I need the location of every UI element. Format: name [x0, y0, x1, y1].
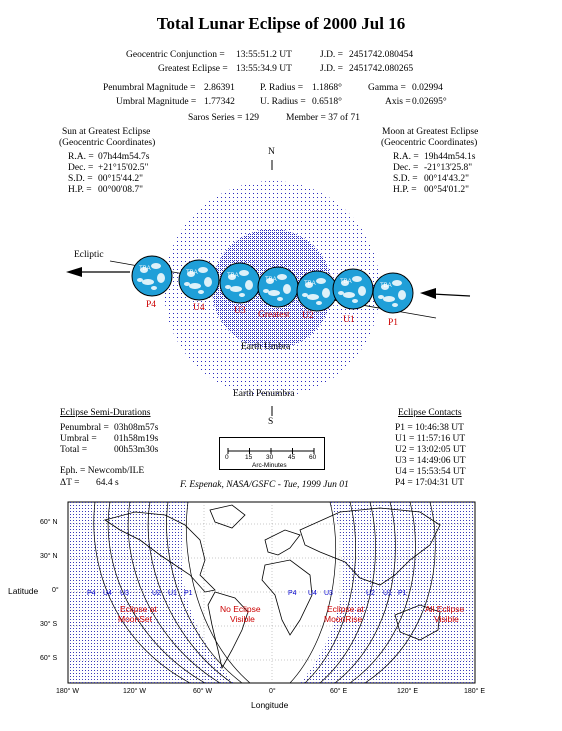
north-label: N — [268, 147, 275, 157]
map-xlabel: Longitude — [251, 700, 289, 710]
lat-tick-0: 0° — [52, 587, 59, 594]
moon-label-greatest: TBA — [265, 277, 277, 283]
region-all-line1: All Eclipse — [425, 604, 465, 614]
map-right-u2: U2 — [366, 590, 375, 597]
greatest-label: Greatest Eclipse = — [158, 64, 228, 74]
conjunction-label: Geocentric Conjunction = — [126, 50, 225, 60]
lon-tick-120e: 120° E — [397, 688, 419, 695]
moon-ra-label: R.A. = — [393, 152, 419, 162]
moon-dec: -21°13'25.8" — [424, 163, 473, 173]
map-right-u3: U3 — [324, 590, 333, 597]
region-moonrise-line2: MoonRise — [324, 614, 363, 624]
map-right-p4: P4 — [288, 590, 297, 597]
penumbra-label: Earth Penumbra — [233, 389, 295, 399]
contact-label-u3: U3 — [234, 306, 246, 316]
umbral-duration-label: Umbral = — [60, 434, 97, 444]
lon-tick-180w: 180° W — [56, 688, 80, 695]
moon-hp: 00°54'01.2" — [424, 185, 470, 195]
sun-dec: +21°15'02.5" — [98, 163, 149, 173]
map-right-u4: U4 — [308, 590, 317, 597]
total-duration: 00h53m30s — [114, 445, 159, 455]
sun-title: Sun at Greatest Eclipse — [62, 127, 151, 137]
contact-row-u2: U2 = 13:02:05 UT — [395, 445, 466, 455]
south-label: S — [268, 417, 274, 427]
umbral-magnitude-label: Umbral Magnitude = — [116, 97, 197, 107]
sun-subtitle: (Geocentric Coordinates) — [59, 138, 156, 148]
conjunction-jd-label: J.D. = — [320, 50, 344, 60]
axis: 0.02695° — [412, 97, 447, 107]
axis-label: Axis = — [385, 97, 411, 107]
map-left-u1: U1 — [168, 590, 177, 597]
durations-title: Eclipse Semi-Durations — [60, 408, 151, 418]
lat-tick-30n: 30° N — [40, 553, 58, 560]
region-all-line2: Visible — [434, 614, 459, 624]
gamma-label: Gamma = — [368, 83, 406, 93]
scale-tick-45: 45 — [288, 454, 296, 461]
gamma: 0.02994 — [412, 83, 443, 93]
moon-subtitle: (Geocentric Coordinates) — [381, 138, 478, 148]
moon-sd-label: S.D. = — [393, 174, 418, 184]
map-left-u3: U3 — [120, 590, 129, 597]
lon-tick-60e: 60° E — [330, 688, 348, 695]
region-none-line1: No Eclipse — [220, 604, 261, 614]
region-moonset-line1: Eclipse at — [120, 604, 157, 614]
moon-label-u4: TBA — [186, 270, 198, 276]
penumbral-magnitude-label: Penumbral Magnitude = — [103, 83, 196, 93]
ephemeris: Eph. = Newcomb/ILE — [60, 466, 145, 476]
penumbral-magnitude: 2.86391 — [204, 83, 235, 93]
region-moonrise-line1: Eclipse at — [327, 604, 364, 614]
map-right-p1: P1 — [398, 590, 407, 597]
umbral-duration: 01h58m19s — [114, 434, 159, 444]
lat-tick-30s: 30° S — [40, 621, 58, 628]
map-left-u4: U4 — [103, 590, 112, 597]
lon-tick-0: 0° — [269, 688, 276, 695]
p-radius: 1.1868° — [312, 83, 342, 93]
greatest-time: 13:55:34.9 UT — [236, 64, 292, 74]
moon-ra: 19h44m54.1s — [424, 152, 476, 162]
moon-sd: 00°14'43.2" — [424, 174, 470, 184]
sun-hp: 00°00'08.7" — [98, 185, 144, 195]
region-moonset-line2: MoonSet — [118, 614, 153, 624]
p-radius-label: P. Radius = — [260, 83, 304, 93]
map-left-p4: P4 — [87, 590, 96, 597]
penumbral-duration-label: Penumbral = — [60, 423, 109, 433]
penumbral-duration: 03h08m57s — [114, 423, 159, 433]
moon-title: Moon at Greatest Eclipse — [382, 127, 479, 137]
scale-tick-60: 60 — [309, 454, 317, 461]
conjunction-jd: 2451742.080454 — [349, 50, 414, 60]
sun-sd-label: S.D. = — [68, 174, 93, 184]
contact-row-p4: P4 = 17:04:31 UT — [395, 478, 464, 488]
umbral-magnitude: 1.77342 — [204, 97, 235, 107]
contact-label-p1: P1 — [388, 318, 399, 328]
contact-label-p4: P4 — [146, 300, 157, 310]
sun-dec-label: Dec. = — [68, 163, 94, 173]
lon-tick-60w: 60° W — [193, 688, 213, 695]
contacts-title: Eclipse Contacts — [398, 408, 462, 418]
contact-label-greatest: Greatest — [258, 310, 290, 320]
conjunction-time: 13:55:51.2 UT — [236, 50, 292, 60]
lon-tick-120w: 120° W — [123, 688, 147, 695]
contact-row-u1: U1 = 11:57:16 UT — [395, 434, 466, 444]
saros-member: Member = 37 of 71 — [286, 113, 360, 123]
moon-label-p4: TBA — [139, 266, 151, 272]
lat-tick-60s: 60° S — [40, 655, 58, 662]
lon-tick-180e: 180° E — [464, 688, 486, 695]
contact-label-u2: U2 — [302, 311, 314, 321]
sun-ra-label: R.A. = — [68, 152, 94, 162]
moon-label-u1: TBA — [340, 279, 352, 285]
lat-tick-60n: 60° N — [40, 519, 58, 526]
saros-series: Saros Series = 129 — [188, 113, 260, 123]
ecliptic-label: Ecliptic — [74, 250, 104, 260]
map-left-p1: P1 — [184, 590, 193, 597]
sun-ra: 07h44m54.7s — [98, 152, 150, 162]
contact-label-u4: U4 — [193, 303, 205, 313]
greatest-jd-label: J.D. = — [320, 64, 344, 74]
map-right-u1: U1 — [383, 590, 392, 597]
contact-row-p1: P1 = 10:46:38 UT — [395, 423, 464, 433]
map-ylabel: Latitude — [8, 586, 39, 596]
moon-label-u2: TBA — [304, 281, 316, 287]
region-none-line2: Visible — [230, 614, 255, 624]
scale-tick-15: 15 — [245, 454, 253, 461]
total-duration-label: Total = — [60, 445, 88, 455]
page-title: Total Lunar Eclipse of 2000 Jul 16 — [156, 14, 406, 33]
delta-t: 64.4 s — [96, 478, 119, 488]
contact-row-u3: U3 = 14:49:06 UT — [395, 456, 466, 466]
scale-tick-30: 30 — [266, 454, 274, 461]
scale-label: Arc-Minutes — [252, 462, 287, 469]
u-radius: 0.6518° — [312, 97, 342, 107]
greatest-jd: 2451742.080265 — [349, 64, 414, 74]
sun-hp-label: H.P. = — [68, 185, 92, 195]
credit: F. Espenak, NASA/GSFC - Tue, 1999 Jun 01 — [180, 480, 349, 490]
moon-hp-label: H.P. = — [393, 185, 417, 195]
moon-dec-label: Dec. = — [393, 163, 419, 173]
contact-label-u1: U1 — [343, 315, 355, 325]
map-left-u2: U2 — [152, 590, 161, 597]
moon-label-u3: TBA — [227, 273, 239, 279]
delta-t-label: ΔT = — [60, 478, 80, 488]
umbra-label: Earth Umbra — [241, 342, 291, 352]
sun-sd: 00°15'44.2" — [98, 174, 144, 184]
scale-tick-0: 0 — [225, 454, 229, 461]
moon-label-p1: TBA — [380, 283, 392, 289]
u-radius-label: U. Radius = — [260, 97, 306, 107]
contact-row-u4: U4 = 15:53:54 UT — [395, 467, 466, 477]
